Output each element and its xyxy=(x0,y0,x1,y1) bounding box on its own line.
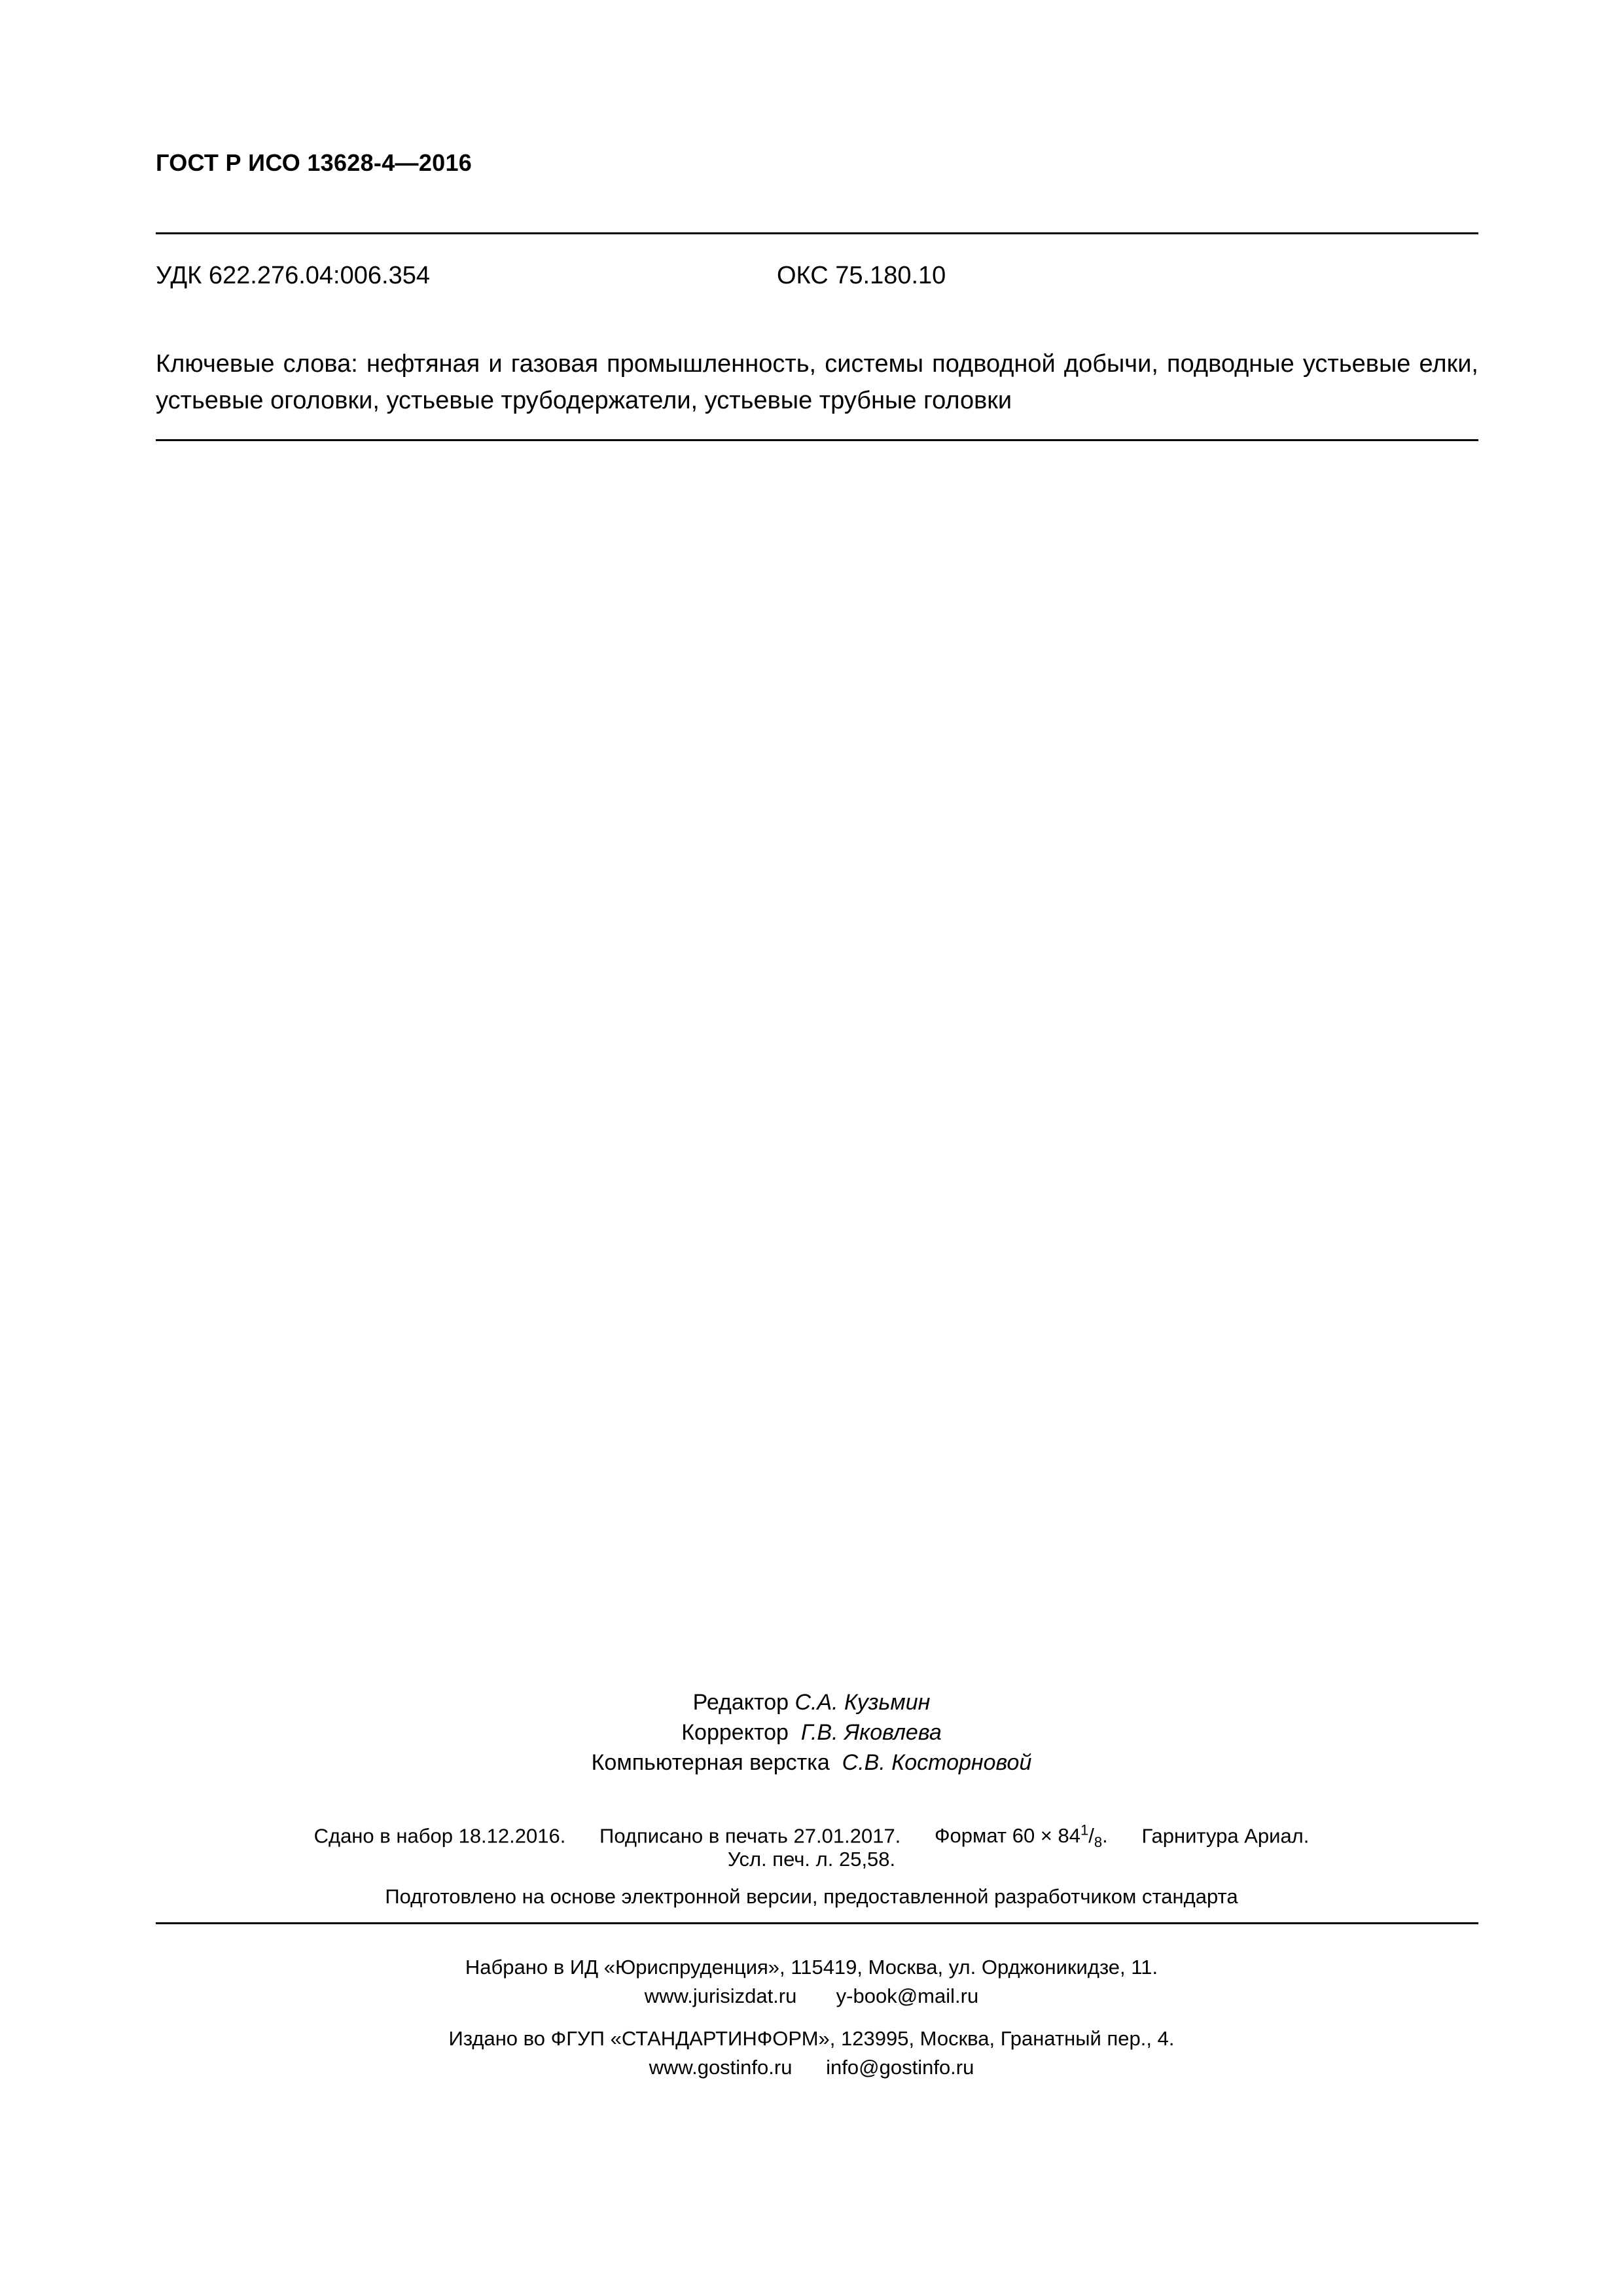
typeface: Гарнитура Ариал. xyxy=(1141,1824,1310,1848)
corrector-role: Корректор xyxy=(681,1720,789,1745)
editor-name: С.А. Кузьмин xyxy=(794,1690,931,1715)
editor-credit xyxy=(0,1687,1623,1717)
publisher-address: Издано во ФГУП «СТАНДАРТИНФОРМ», 123995, Москва, Гранатный пер., 4. xyxy=(448,2027,1175,2050)
top-divider xyxy=(156,232,1478,234)
publisher-website-link[interactable]: www.gostinfo.ru xyxy=(649,2056,793,2079)
format-numerator: 1 xyxy=(1080,1822,1089,1839)
layout-credit xyxy=(0,1748,1623,1778)
document-code: ГОСТ Р ИСО 13628-4—2016 xyxy=(156,149,473,176)
bottom-divider xyxy=(156,1922,1478,1924)
paper-format xyxy=(934,1822,1108,1851)
keywords-paragraph: Ключевые слова: нефтяная и газовая промышленность, системы подводной добычи, подводные устьевые елки, устьевые оголовки, устьевые трубодержатели, устьевые трубные головки xyxy=(156,350,1478,414)
prepared-note: Подготовлено на основе электронной версии, предоставленной разработчиком стандарта xyxy=(385,1885,1238,1908)
printed-sheets: Усл. печ. л. 25,58. xyxy=(727,1848,896,1871)
publisher-email-link[interactable]: info@gostinfo.ru xyxy=(826,2056,974,2079)
typeset-email-link[interactable]: y-book@mail.ru xyxy=(836,1984,979,2007)
layout-role: Компьютерная верстка xyxy=(591,1750,830,1775)
publisher-contacts xyxy=(0,2053,1623,2082)
corrector-credit xyxy=(0,1717,1623,1748)
keywords-divider xyxy=(156,439,1478,441)
format-suffix: . xyxy=(1102,1824,1108,1848)
signed-date: Подписано в печать 27.01.2017. xyxy=(599,1824,901,1848)
editor-role: Редактор xyxy=(692,1690,789,1715)
format-separator: / xyxy=(1088,1824,1094,1848)
oks-code: ОКС 75.180.10 xyxy=(777,262,946,289)
submitted-date: Сдано в набор 18.12.2016. xyxy=(313,1824,566,1848)
typeset-contacts xyxy=(0,1982,1623,2011)
corrector-name: Г.В. Яковлева xyxy=(800,1720,942,1745)
format-prefix: Формат 60 × 84 xyxy=(934,1824,1081,1848)
layout-name: С.В. Косторновой xyxy=(842,1750,1032,1775)
format-denominator: 8 xyxy=(1094,1834,1103,1851)
udk-code: УДК 622.276.04:006.354 xyxy=(156,262,430,289)
typeset-address: Набрано в ИД «Юриспруденция», 115419, Москва, ул. Орджоникидзе, 11. xyxy=(465,1956,1158,1979)
typeset-website-link[interactable]: www.jurisizdat.ru xyxy=(644,1984,797,2007)
